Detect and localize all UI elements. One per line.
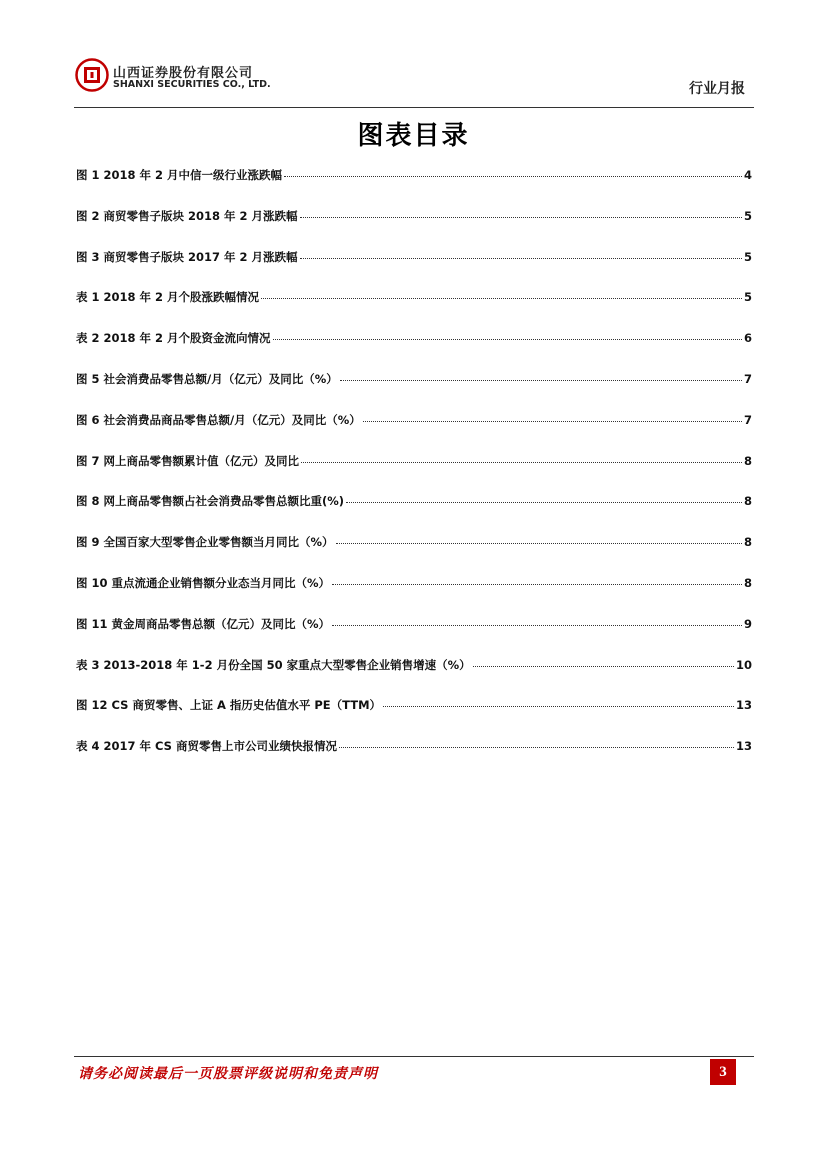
report-type: 行业月报	[689, 81, 745, 97]
toc-entry-page: 10	[735, 657, 752, 672]
toc-entry[interactable]	[76, 738, 752, 779]
toc-entry-page: 6	[743, 331, 752, 346]
company-name-cn: 山西证券股份有限公司	[113, 66, 254, 81]
toc-entry[interactable]	[76, 575, 752, 616]
header-divider	[74, 107, 754, 108]
toc-entry-page: 8	[743, 453, 752, 468]
toc-entry-label: 表 1 2018 年 2 月个股涨跌幅情况	[76, 290, 260, 305]
toc-entry-label: 图 11 黄金周商品零售总额（亿元）及同比（%）	[76, 616, 331, 631]
toc-leader-dots	[300, 250, 742, 259]
toc-leader-dots	[346, 494, 742, 503]
toc-entry-label: 表 3 2013-2018 年 1-2 月份全国 50 家重点大型零售企业销售增速（%）	[76, 657, 471, 672]
toc-entry-page: 5	[743, 208, 752, 223]
toc-entry-page: 5	[743, 290, 752, 305]
toc-entry[interactable]	[76, 371, 752, 412]
toc-leader-dots	[300, 209, 742, 218]
toc-entry-label: 表 4 2017 年 CS 商贸零售上市公司业绩快报情况	[76, 739, 337, 754]
toc-entry-page: 13	[735, 698, 752, 713]
toc-entry-page: 5	[743, 249, 752, 264]
toc-leader-dots	[332, 576, 742, 585]
toc-entry-page: 4	[743, 168, 752, 182]
toc-leader-dots	[284, 168, 742, 177]
toc-entry[interactable]	[76, 330, 752, 371]
toc-entry[interactable]	[76, 208, 752, 249]
toc-leader-dots	[383, 698, 734, 707]
toc-entry-label: 表 2 2018 年 2 月个股资金流向情况	[76, 331, 271, 346]
footer-disclaimer: 请务必阅读最后一页股票评级说明和免责声明	[78, 1066, 378, 1082]
toc-leader-dots	[363, 413, 742, 422]
toc-entry[interactable]	[76, 412, 752, 453]
toc-entry-label: 图 6 社会消费品商品零售总额/月（亿元）及同比（%）	[76, 412, 361, 427]
toc-entry[interactable]	[76, 493, 752, 534]
toc-leader-dots	[261, 290, 742, 299]
footer-divider	[74, 1056, 754, 1057]
toc-leader-dots	[339, 739, 734, 748]
toc-entry-page: 8	[743, 494, 752, 509]
toc-entry[interactable]	[76, 534, 752, 575]
toc-entry-label: 图 1 2018 年 2 月中信一级行业涨跌幅	[76, 168, 283, 182]
toc-entry-label: 图 10 重点流通企业销售额分业态当月同比（%）	[76, 575, 331, 590]
toc-leader-dots	[336, 535, 742, 544]
toc-entry[interactable]	[76, 453, 752, 494]
company-logo-icon	[75, 58, 109, 92]
page-number-badge: 3	[710, 1059, 736, 1085]
toc-entry[interactable]	[76, 616, 752, 657]
page-title: 图表目录	[357, 121, 470, 151]
toc-leader-dots	[473, 658, 734, 667]
toc-entry[interactable]	[76, 289, 752, 330]
toc-entry-label: 图 3 商贸零售子版块 2017 年 2 月涨跌幅	[76, 249, 298, 264]
toc-entry-label: 图 12 CS 商贸零售、上证 A 指历史估值水平 PE（TTM）	[76, 698, 382, 713]
company-name-en: SHANXI SECURITIES CO., LTD.	[113, 79, 271, 90]
page-header	[0, 0, 827, 110]
toc-leader-dots	[301, 454, 742, 463]
toc-entry-label: 图 2 商贸零售子版块 2018 年 2 月涨跌幅	[76, 208, 298, 223]
toc-entry-label: 图 5 社会消费品零售总额/月（亿元）及同比（%）	[76, 371, 338, 386]
toc-entry-page: 8	[743, 575, 752, 590]
toc-leader-dots	[332, 617, 742, 626]
toc-entry-page: 7	[743, 371, 752, 386]
toc-entry-page: 7	[743, 412, 752, 427]
toc-entry[interactable]	[76, 657, 752, 698]
toc-entry[interactable]	[76, 249, 752, 290]
toc-entry-page: 9	[743, 616, 752, 631]
table-of-figures	[76, 167, 752, 779]
toc-entry-label: 图 7 网上商品零售额累计值（亿元）及同比	[76, 453, 300, 468]
toc-entry-page: 8	[743, 535, 752, 550]
toc-entry-page: 13	[735, 739, 752, 754]
toc-leader-dots	[273, 331, 742, 340]
toc-entry-label: 图 9 全国百家大型零售企业零售额当月同比（%）	[76, 535, 334, 550]
toc-entry[interactable]	[76, 697, 752, 738]
toc-leader-dots	[340, 372, 742, 381]
toc-entry-label: 图 8 网上商品零售额占社会消费品零售总额比重(%)	[76, 494, 345, 509]
toc-entry[interactable]	[76, 167, 752, 208]
